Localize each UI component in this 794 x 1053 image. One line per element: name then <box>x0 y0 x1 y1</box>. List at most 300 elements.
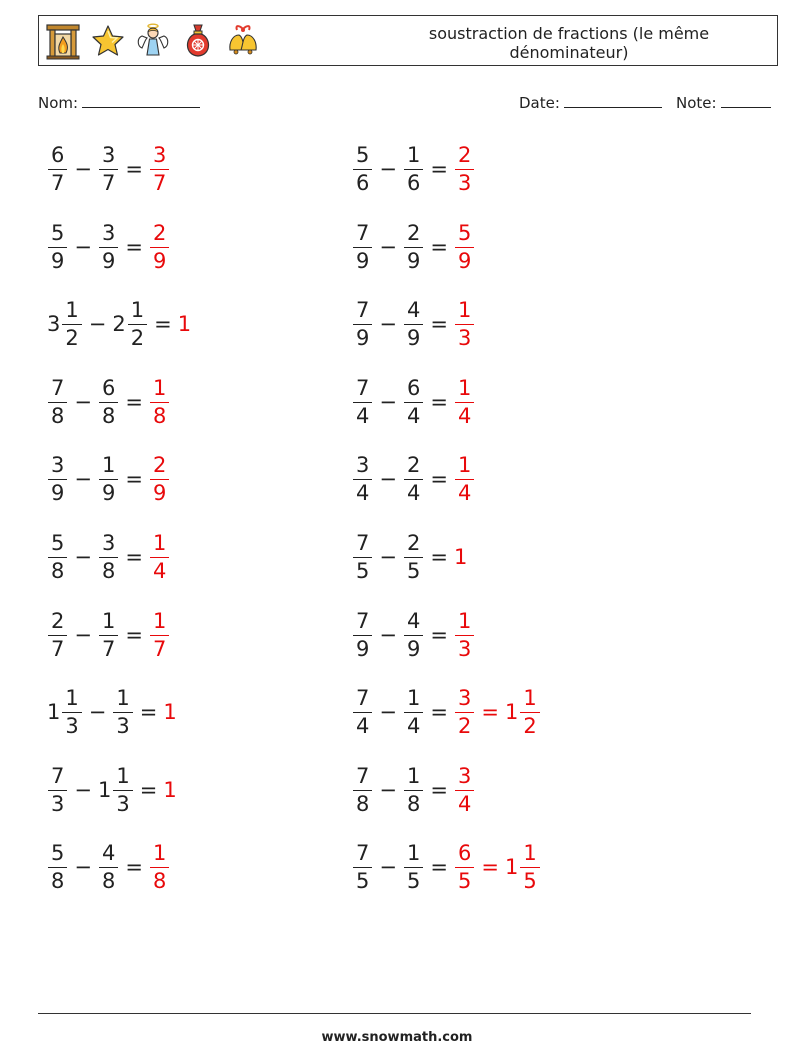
answer <box>149 533 170 582</box>
numerator: 1 <box>113 688 132 713</box>
numerator: 6 <box>99 378 118 403</box>
problem-14 <box>352 375 475 428</box>
denominator: 8 <box>152 403 167 428</box>
denominator: 7 <box>101 171 116 195</box>
numerator: 1 <box>99 611 118 636</box>
fraction <box>128 300 147 349</box>
denominator: 7 <box>152 171 167 195</box>
denominator: 4 <box>406 403 421 428</box>
minus-sign: − <box>379 777 397 802</box>
fraction <box>520 843 539 892</box>
numerator: 1 <box>404 766 423 791</box>
minus-sign: − <box>74 777 92 802</box>
equals-sign: = <box>125 157 143 181</box>
fraction <box>455 688 474 737</box>
fraction <box>48 843 67 892</box>
denominator: 4 <box>406 481 421 506</box>
numerator: 7 <box>353 843 372 868</box>
left-term <box>403 455 424 504</box>
left-term <box>47 375 68 428</box>
denominator: 4 <box>406 714 421 739</box>
denominator: 3 <box>51 791 65 816</box>
denominator: 3 <box>457 171 472 195</box>
problem-3 <box>47 300 192 349</box>
fraction <box>99 843 118 892</box>
numerator: 2 <box>455 145 474 170</box>
fraction <box>353 145 372 194</box>
problem-16 <box>352 533 468 582</box>
answer <box>454 763 475 816</box>
left-term <box>47 763 68 816</box>
denominator: 9 <box>356 248 370 273</box>
problem-5 <box>47 455 170 504</box>
denominator: 9 <box>356 326 370 351</box>
left-term <box>47 608 68 661</box>
equals-sign: = <box>430 777 448 802</box>
fraction <box>404 375 423 428</box>
numerator: 3 <box>455 688 474 713</box>
denominator: 8 <box>406 791 421 816</box>
fraction <box>99 220 118 273</box>
fraction <box>62 688 81 737</box>
denominator: 8 <box>101 559 116 583</box>
minus-sign: − <box>379 855 397 880</box>
equals-sign: = <box>430 312 448 337</box>
gift-sack-icon <box>180 22 216 60</box>
denominator: 2 <box>523 714 537 739</box>
star-icon <box>90 22 126 60</box>
footer-url: www.snowmath.com <box>321 1030 473 1045</box>
fraction <box>520 688 539 737</box>
numerator: 3 <box>99 223 118 248</box>
left-term <box>352 608 373 661</box>
left-term <box>98 145 119 194</box>
minus-sign: − <box>379 622 397 647</box>
minus-sign: − <box>379 545 397 569</box>
fraction <box>404 533 423 582</box>
denominator: 9 <box>152 481 167 506</box>
name-blank <box>82 93 200 108</box>
denominator: 9 <box>152 248 167 273</box>
numerator: 5 <box>353 145 372 170</box>
angel-icon <box>135 22 171 60</box>
answer-term <box>454 375 475 428</box>
fraction <box>455 843 474 892</box>
numerator: 1 <box>404 145 423 170</box>
numerator: 4 <box>404 300 423 325</box>
minus-sign: − <box>74 389 92 414</box>
denominator: 4 <box>356 403 370 428</box>
problem-4 <box>47 375 170 428</box>
numerator: 1 <box>113 766 132 791</box>
denominator: 5 <box>356 559 370 583</box>
left-term <box>112 688 133 737</box>
numerator: 1 <box>520 688 539 713</box>
whole-number: 1 <box>504 700 519 725</box>
equals-sign: = <box>430 545 448 569</box>
denominator: 8 <box>101 869 116 894</box>
left-term <box>47 145 68 194</box>
icon-strip <box>45 22 261 60</box>
denominator: 8 <box>51 403 65 428</box>
fraction <box>455 455 474 504</box>
equals-sign: = <box>125 855 143 880</box>
left-term <box>403 145 424 194</box>
answer <box>454 375 475 428</box>
denominator: 4 <box>356 481 370 506</box>
numerator: 3 <box>150 145 169 170</box>
worksheet-header <box>38 15 778 66</box>
problem-6 <box>47 533 170 582</box>
numerator: 1 <box>99 455 118 480</box>
footer-divider <box>38 1013 751 1014</box>
answer-term <box>454 145 475 194</box>
minus-sign: − <box>379 234 397 259</box>
numerator: 3 <box>48 455 67 480</box>
denominator: 3 <box>457 636 472 661</box>
denominator: 9 <box>356 636 370 661</box>
left-term <box>47 688 83 737</box>
numerator: 6 <box>48 145 67 170</box>
answer-term <box>454 763 475 816</box>
numerator: 2 <box>404 533 423 558</box>
numerator: 7 <box>353 533 372 558</box>
left-term <box>97 763 134 816</box>
numerator: 4 <box>99 843 118 868</box>
denominator: 3 <box>116 714 130 739</box>
answer <box>454 688 541 737</box>
name-label: Nom: <box>38 94 79 112</box>
numerator: 6 <box>404 378 423 403</box>
numerator: 3 <box>99 145 118 170</box>
left-term <box>98 533 119 582</box>
numerator: 1 <box>404 843 423 868</box>
denominator: 8 <box>356 791 370 816</box>
answer-term <box>149 843 170 892</box>
answer <box>454 300 475 349</box>
answer-term <box>149 533 170 582</box>
problem-9 <box>47 763 178 816</box>
fraction <box>404 608 423 661</box>
left-term <box>352 455 373 504</box>
left-term <box>352 763 373 816</box>
date-label: Date: <box>519 94 560 112</box>
fraction <box>404 843 423 892</box>
fraction <box>48 608 67 661</box>
fraction <box>353 533 372 582</box>
answer <box>149 220 170 273</box>
denominator: 7 <box>51 171 65 195</box>
whole-number: 1 <box>504 855 519 880</box>
numerator: 1 <box>150 533 169 558</box>
equals-sign: = <box>430 700 448 725</box>
equals-sign: = <box>430 157 448 181</box>
answer-term <box>505 843 541 892</box>
answer <box>454 145 475 194</box>
problem-1 <box>47 145 170 194</box>
equals-sign: = <box>430 389 448 414</box>
denominator: 3 <box>457 326 472 351</box>
whole-number: 1 <box>177 312 192 337</box>
numerator: 1 <box>150 611 169 636</box>
left-term <box>403 688 424 737</box>
equals-sign: = <box>139 700 158 725</box>
minus-sign: − <box>74 467 92 492</box>
equals-sign: = <box>481 855 499 880</box>
minus-sign: − <box>379 157 397 181</box>
left-term <box>47 300 83 349</box>
numerator: 7 <box>48 766 67 791</box>
problem-15 <box>352 455 475 504</box>
fraction <box>150 145 169 194</box>
whole-number: 1 <box>453 545 468 569</box>
answer <box>178 314 192 335</box>
date-blank <box>564 93 662 108</box>
answer-term <box>149 608 170 661</box>
numerator: 3 <box>353 455 372 480</box>
answer-term <box>454 843 475 892</box>
numerator: 7 <box>353 766 372 791</box>
left-term <box>403 300 424 349</box>
fraction <box>99 145 118 194</box>
denominator: 9 <box>51 248 65 273</box>
denominator: 4 <box>457 403 472 428</box>
score-field <box>676 93 771 112</box>
numerator: 7 <box>353 688 372 713</box>
answer-term <box>149 455 170 504</box>
denominator: 5 <box>523 869 537 894</box>
numerator: 5 <box>48 533 67 558</box>
numerator: 1 <box>404 688 423 713</box>
fraction <box>404 220 423 273</box>
left-term <box>47 533 68 582</box>
minus-sign: − <box>379 389 397 414</box>
denominator: 5 <box>356 869 370 894</box>
left-term <box>352 300 373 349</box>
numerator: 1 <box>62 688 81 713</box>
fraction <box>48 763 67 816</box>
denominator: 8 <box>51 559 65 583</box>
denominator: 9 <box>101 248 116 273</box>
numerator: 1 <box>62 300 81 325</box>
numerator: 7 <box>353 611 372 636</box>
denominator: 9 <box>101 481 116 506</box>
numerator: 6 <box>455 843 474 868</box>
problem-20 <box>352 843 541 892</box>
fraction <box>353 843 372 892</box>
answer <box>454 220 475 273</box>
fraction <box>353 763 372 816</box>
numerator: 1 <box>128 300 147 325</box>
equals-sign: = <box>125 234 143 259</box>
minus-sign: − <box>74 157 92 181</box>
equals-sign: = <box>430 234 448 259</box>
equals-sign: = <box>125 622 143 647</box>
whole-number: 1 <box>163 777 177 802</box>
left-term <box>403 608 424 661</box>
whole-number: 2 <box>112 312 126 337</box>
answer-term <box>505 688 541 737</box>
fraction <box>404 763 423 816</box>
numerator: 2 <box>48 611 67 636</box>
score-blank <box>721 93 771 108</box>
denominator: 9 <box>51 481 65 506</box>
equals-sign: = <box>430 467 448 492</box>
fraction <box>99 455 118 504</box>
denominator: 4 <box>152 559 167 583</box>
denominator: 5 <box>406 869 421 894</box>
fraction <box>455 145 474 194</box>
left-term <box>112 300 148 349</box>
left-term <box>47 843 68 892</box>
left-term <box>98 375 119 428</box>
denominator: 5 <box>457 869 472 894</box>
whole-number: 1 <box>47 700 61 725</box>
whole-number: 3 <box>47 312 61 337</box>
problem-7 <box>47 608 170 661</box>
fraction <box>113 763 132 816</box>
denominator: 9 <box>406 636 421 661</box>
problem-10 <box>47 843 170 892</box>
numerator: 3 <box>455 766 474 791</box>
minus-sign: − <box>74 855 92 880</box>
denominator: 7 <box>101 636 116 661</box>
answer <box>149 843 170 892</box>
left-term <box>403 763 424 816</box>
fraction <box>48 533 67 582</box>
fraction <box>113 688 132 737</box>
answer <box>454 547 468 568</box>
answer-term <box>454 220 475 273</box>
numerator: 7 <box>353 223 372 248</box>
problem-13 <box>352 300 475 349</box>
equals-sign: = <box>430 855 448 880</box>
numerator: 4 <box>404 611 423 636</box>
denominator: 2 <box>130 326 145 351</box>
left-term <box>403 533 424 582</box>
numerator: 7 <box>48 378 67 403</box>
fraction <box>150 608 169 661</box>
date-field <box>519 93 662 112</box>
fraction <box>150 455 169 504</box>
answer-term <box>163 702 177 723</box>
numerator: 5 <box>48 843 67 868</box>
numerator: 2 <box>404 223 423 248</box>
answer-term <box>454 688 475 737</box>
denominator: 5 <box>406 559 421 583</box>
numerator: 1 <box>455 300 474 325</box>
left-term <box>98 220 119 273</box>
fraction <box>48 375 67 428</box>
fireplace-icon <box>45 22 81 60</box>
left-term <box>98 843 119 892</box>
problem-12 <box>352 220 475 273</box>
fraction <box>353 220 372 273</box>
fraction <box>455 763 474 816</box>
denominator: 7 <box>51 636 65 661</box>
denominator: 8 <box>152 869 167 894</box>
denominator: 4 <box>356 714 370 739</box>
answer-term <box>149 145 170 194</box>
left-term <box>403 843 424 892</box>
numerator: 1 <box>455 611 474 636</box>
problem-19 <box>352 763 475 816</box>
equals-sign: = <box>430 622 448 647</box>
fraction <box>404 145 423 194</box>
minus-sign: − <box>74 622 92 647</box>
numerator: 2 <box>404 455 423 480</box>
problem-11 <box>352 145 475 194</box>
left-term <box>47 455 68 504</box>
problem-17 <box>352 608 475 661</box>
denominator: 3 <box>116 791 130 816</box>
numerator: 1 <box>150 378 169 403</box>
minus-sign: − <box>379 467 397 492</box>
name-field <box>38 93 200 112</box>
answer-term <box>454 300 475 349</box>
numerator: 7 <box>353 300 372 325</box>
minus-sign: − <box>74 234 92 259</box>
denominator: 3 <box>65 714 79 739</box>
left-term <box>352 843 373 892</box>
fraction <box>62 300 81 349</box>
answer <box>454 608 475 661</box>
minus-sign: − <box>88 700 107 725</box>
left-term <box>403 375 424 428</box>
bells-icon <box>225 22 261 60</box>
worksheet-title: soustraction de fractions (le même dénominateur) <box>428 24 710 62</box>
denominator: 8 <box>101 403 116 428</box>
left-term <box>352 220 373 273</box>
numerator: 5 <box>48 223 67 248</box>
fraction <box>404 300 423 349</box>
fraction <box>455 220 474 273</box>
answer-term <box>454 608 475 661</box>
numerator: 5 <box>455 223 474 248</box>
answer <box>454 843 541 892</box>
equals-sign: = <box>154 312 172 337</box>
score-label: Note: <box>676 94 717 112</box>
numerator: 1 <box>455 455 474 480</box>
equals-sign: = <box>481 700 499 725</box>
left-term <box>98 608 119 661</box>
denominator: 4 <box>457 481 472 506</box>
answer-term <box>163 777 177 802</box>
fraction <box>353 455 372 504</box>
problem-2 <box>47 220 170 273</box>
fraction <box>404 455 423 504</box>
answer <box>149 375 170 428</box>
numerator: 1 <box>455 378 474 403</box>
fraction <box>99 375 118 428</box>
denominator: 9 <box>457 248 472 273</box>
equals-sign: = <box>125 545 143 569</box>
fraction <box>353 375 372 428</box>
fraction <box>455 300 474 349</box>
numerator: 2 <box>150 455 169 480</box>
fraction <box>455 375 474 428</box>
denominator: 8 <box>51 869 65 894</box>
fraction <box>455 608 474 661</box>
left-term <box>47 220 68 273</box>
numerator: 1 <box>520 843 539 868</box>
answer <box>454 455 475 504</box>
numerator: 2 <box>150 223 169 248</box>
denominator: 9 <box>406 326 421 351</box>
fraction <box>353 688 372 737</box>
whole-number: 1 <box>97 777 112 802</box>
whole-number: 1 <box>163 700 177 725</box>
